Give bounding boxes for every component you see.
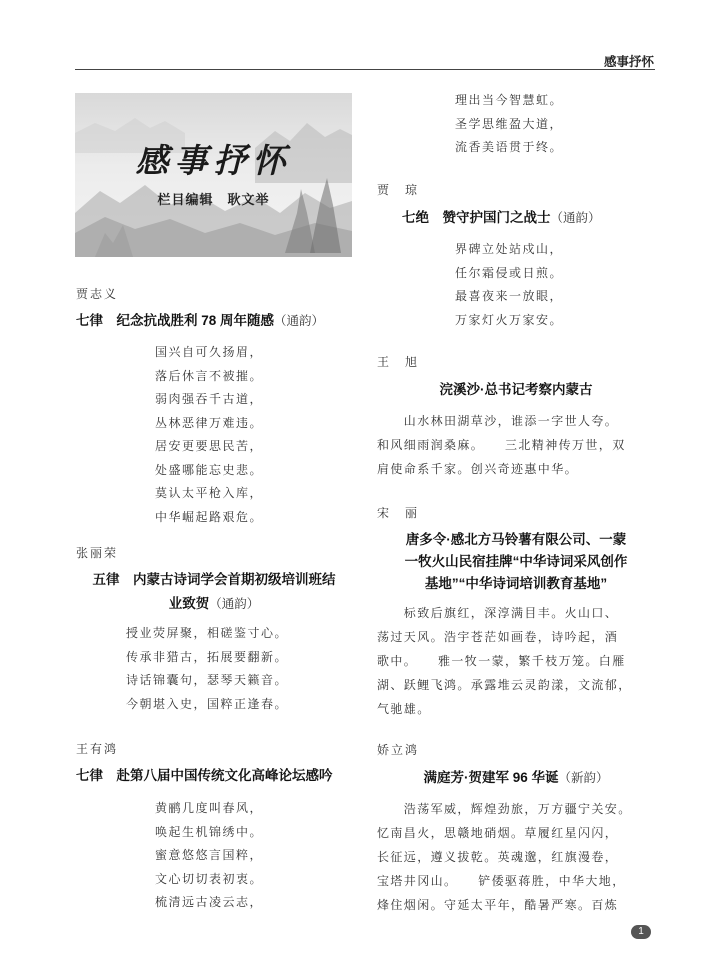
- poem-prose: [377, 797, 632, 917]
- verse-line: 居安更要思民苦，: [155, 439, 264, 453]
- poem-title-text: 业致贺: [168, 596, 210, 611]
- prose-line: 气驰雄。: [377, 702, 431, 716]
- poem-title-text: 七绝 赞守护国门之战士: [402, 210, 551, 225]
- prose-line: 浩荡军威，辉煌劲旅，万方疆宁关安。: [377, 802, 632, 816]
- poem-title-line: 一牧火山民宿挂牌“中华诗词采风创作: [404, 554, 628, 569]
- prose-line: 湖、跃鲤飞鸿。承露堆云灵韵漾，文流郁，: [377, 678, 632, 692]
- poem-title-line: 唐多令·感北方马铃薯有限公司、一蒙: [405, 532, 627, 547]
- poem-title: 浣溪沙·总书记考察内蒙古: [439, 382, 593, 397]
- prose-line: 宝塔井冈山。 铲倭驱蒋胜，中华大地，: [377, 874, 626, 888]
- prose-line: 忆南昌火，思赣地硝烟。草履红星闪闪，: [377, 826, 619, 840]
- verse-line: 圣学思维盈大道，: [455, 116, 564, 131]
- verse-line: 诗话锦囊句，瑟琴天籁音。: [126, 673, 289, 687]
- prose-line: 肩使命系千家。创兴奇迹惠中华。: [377, 462, 579, 476]
- verse-line: 落后休言不被摧。: [155, 368, 264, 383]
- poem-author: 王 旭: [377, 355, 420, 369]
- page-number-badge: 1: [631, 925, 651, 939]
- editor-label: 栏目编辑: [157, 192, 214, 207]
- verse-line: 黄鹂几度叫春风，: [155, 801, 264, 815]
- poem-title: 七律 赴第八届中国传统文化高峰论坛感吟: [76, 768, 333, 783]
- poem-author: 贾志义: [76, 287, 119, 301]
- banner-editor: [75, 189, 352, 208]
- poem-title: [76, 568, 352, 612]
- verse-line: 蜜意悠悠言国粹，: [155, 848, 264, 862]
- verse-line: 文心切切表初衷。: [155, 871, 264, 886]
- verse-line: 唤起生机锦绣中。: [155, 824, 264, 839]
- prose-line: 标致后旗红，深淳满目丰。火山口、: [377, 606, 619, 620]
- verse-line: 丛林恶律万难违。: [155, 415, 264, 430]
- verse-line: 最喜夜来一放眼，: [455, 289, 564, 303]
- prose-line: 山水林田湖草沙，谁添一字世人夸。: [377, 414, 619, 428]
- verse-line: 界碑立处站戍山，: [455, 242, 564, 256]
- rhyme-note: （新韵）: [558, 770, 609, 785]
- verse-line: 莫认太平枪入库，: [155, 486, 264, 500]
- prose-line: 烽住烟闲。守延太平年，酷暑严寒。百炼: [377, 898, 619, 912]
- prose-line: 和风细雨润桑麻。 三北精神传万世，双: [377, 438, 626, 452]
- poem-verse: [126, 622, 288, 716]
- verse-line: 流香美语贯于终。: [455, 140, 564, 154]
- poem-title-text: 满庭芳·贺建军 96 华诞: [423, 770, 559, 785]
- poem-verse: [155, 797, 263, 915]
- prose-line: 荡过天风。浩宇苍茫如画卷，诗吟起，酒: [377, 630, 619, 644]
- prose-line: 歌中。 雅一牧一蒙，繁千枝万笼。白雁: [377, 654, 626, 668]
- verse-line: 梳清远古凌云志，: [155, 895, 264, 909]
- poem-verse-continued: [455, 89, 563, 160]
- poem-title-line: [76, 592, 352, 612]
- editor-name: 耿文举: [227, 192, 270, 207]
- column-banner: [75, 93, 352, 257]
- verse-line: 万家灯火万家安。: [455, 312, 564, 327]
- poem-verse: [155, 341, 263, 529]
- verse-line: 授业荧屏聚，相磋鉴寸心。: [126, 626, 289, 640]
- poem-title: [402, 206, 601, 226]
- verse-line: 中华崛起路艰危。: [155, 509, 264, 524]
- rhyme-note: （通韵）: [209, 596, 260, 611]
- verse-line: 处盛哪能忘史悲。: [155, 462, 264, 477]
- poem-author: 宋 丽: [377, 506, 420, 520]
- poem-prose: [377, 409, 626, 481]
- verse-line: 任尔霜侵或日煎。: [455, 265, 564, 280]
- header-divider: [75, 69, 655, 70]
- banner-title: 感事抒怀: [135, 141, 292, 180]
- poem-author: 贾 琼: [377, 183, 420, 197]
- rhyme-note: （通韵）: [274, 313, 325, 328]
- poem-title-text: 七律 纪念抗战胜利 78 周年随感: [76, 313, 275, 328]
- poem-prose: [377, 601, 632, 721]
- running-header-title: 感事抒怀: [603, 55, 654, 69]
- poem-title: [377, 766, 655, 786]
- poem-author: 王有鸿: [76, 742, 119, 756]
- verse-line: 弱肉强吞千古道，: [155, 392, 264, 406]
- verse-line: 理出当今智慧虹。: [455, 93, 564, 107]
- poem-verse: [455, 238, 563, 332]
- poem-title: [76, 309, 324, 329]
- verse-line: 今朝堪入史，国粹正逢春。: [126, 696, 289, 711]
- verse-line: 国兴自可久扬眉，: [155, 345, 264, 359]
- poem-title-line: 基地”“中华诗词培训教育基地”: [424, 576, 608, 591]
- poem-title-line: 五律 内蒙古诗词学会首期初级培训班结: [92, 572, 336, 587]
- poem-author: 张丽荣: [76, 546, 119, 560]
- rhyme-note: （通韵）: [550, 210, 601, 225]
- verse-line: 传承非猎古，拓展要翻新。: [126, 649, 289, 664]
- poem-author: 娇立鸿: [377, 743, 420, 757]
- prose-line: 长征远，遵义拔乾。英魂邈，红旗漫卷，: [377, 850, 619, 864]
- poem-title: [377, 529, 655, 595]
